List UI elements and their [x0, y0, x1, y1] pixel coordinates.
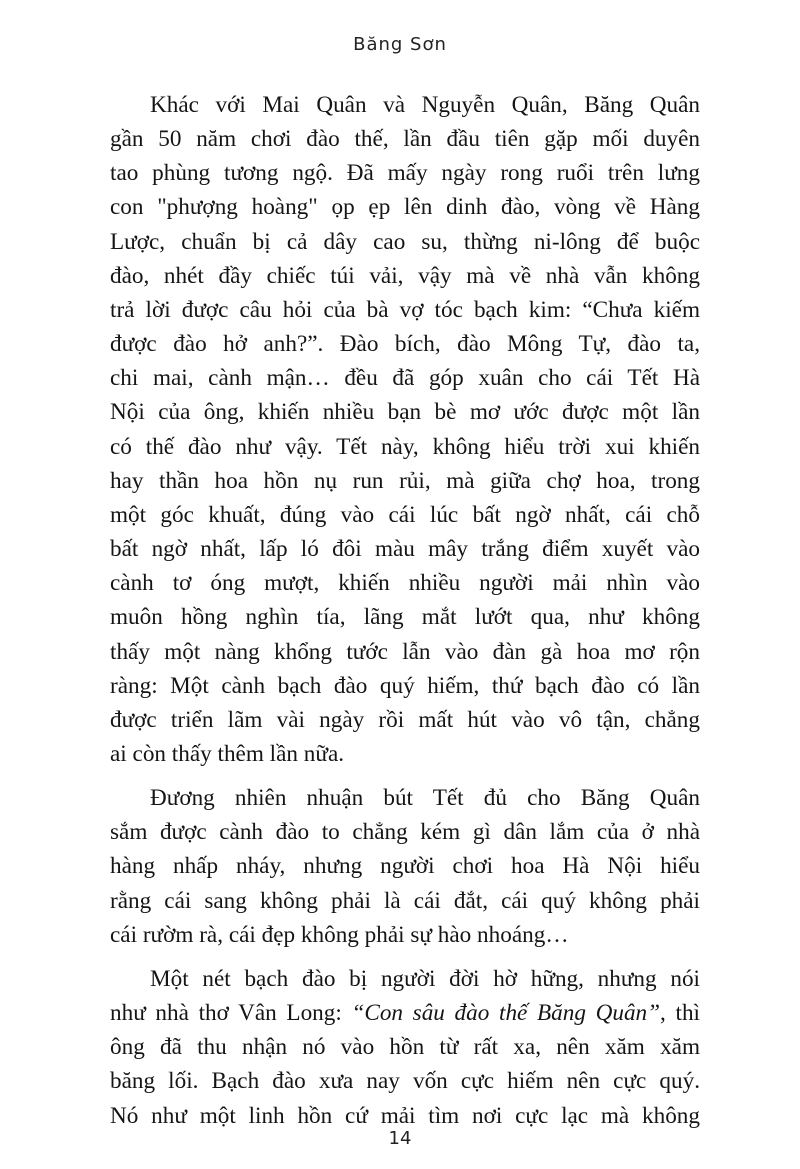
text-line: Nội của ông, khiến nhiều bạn bè mơ ước được một lần [110, 399, 700, 426]
text-line: chi mai, cành mận… đều đã góp xuân cho cái Tết Hà [110, 365, 700, 392]
text-line: con "phượng hoàng" ọp ẹp lên dinh đào, vòng về Hàng [110, 194, 700, 221]
text-line: hàng nhấp nháy, nhưng người chơi hoa Hà Nội hiểu [110, 853, 700, 880]
text-line: được đào hở anh?”. Đào bích, đào Mông Tự, đào ta, [110, 331, 700, 358]
text-line: tao phùng tương ngộ. Đã mấy ngày rong ruổi trên lưng [110, 160, 700, 187]
poem-quote: “Con sâu đào thế Băng Quân” [351, 1000, 661, 1027]
text-line: đào, nhét đầy chiếc túi vải, vậy mà về nhà vẫn không [110, 262, 700, 289]
text-line: băng lối. Bạch đào xưa nay vốn cực hiếm nên cực quý. [110, 1068, 700, 1095]
quote-suffix: , thì [660, 1000, 700, 1027]
text-line: hay thần hoa hồn nụ run rủi, mà giữa chợ hoa, trong [110, 467, 700, 494]
quote-prefix: như nhà thơ Vân Long: [110, 1000, 352, 1027]
text-line: cái rườm rà, cái đẹp không phải sự hào nhoáng… [110, 921, 569, 948]
text-line: Đương nhiên nhuận bút Tết đủ cho Băng Quân [150, 785, 700, 812]
text-line: Khác với Mai Quân và Nguyễn Quân, Băng Quân [150, 92, 700, 118]
text-line: Một nét bạch đào bị người đời hờ hững, nhưng nói [150, 965, 700, 992]
body-text [110, 88, 700, 1143]
text-line: trả lời được câu hỏi của bà vợ tóc bạch kim: “Chưa kiếm [110, 296, 700, 323]
text-line: một góc khuất, đúng vào cái lúc bất ngờ nhất, cái chỗ [110, 501, 700, 528]
text-line: Nó như một linh hồn cứ mải tìm nơi cực lạc mà không [110, 1102, 700, 1129]
text-line: Lược, chuẩn bị cả dây cao su, thừng ni-lông để buộc [110, 228, 700, 255]
text-line: cành tơ óng mượt, khiến nhiều người mải nhìn vào [110, 570, 700, 597]
text-line: có thế đào như vậy. Tết này, không hiểu trời xui khiến [110, 433, 700, 460]
paragraph-1 [110, 88, 700, 771]
page-number: 14 [388, 1128, 412, 1149]
text-line: bất ngờ nhất, lấp ló đôi màu mây trắng điểm xuyết vào [110, 536, 700, 563]
text-line: gần 50 năm chơi đào thế, lần đầu tiên gặp mối duyên [110, 126, 700, 153]
text-line-with-quote [110, 996, 700, 1030]
paragraph-2 [110, 781, 700, 952]
text-line: muôn hồng nghìn tía, lãng mắt lướt qua, như không [110, 604, 700, 631]
text-line: ông đã thu nhận nó vào hồn từ rất xa, nên xăm xăm [110, 1034, 700, 1061]
text-line: ràng: Một cành bạch đào quý hiếm, thứ bạch đào có lần [110, 672, 700, 699]
text-line: ai còn thấy thêm lần nữa. [110, 740, 345, 767]
text-line: rằng cái sang không phải là cái đắt, cái quý không phải [110, 887, 700, 914]
text-line: thấy một nàng khổng tước lẫn vào đàn gà hoa mơ rộn [110, 638, 700, 665]
running-header-title: Băng Sơn [353, 34, 447, 55]
text-line: sắm được cành đào to chẳng kém gì dân lắm của ở nhà [110, 819, 700, 846]
paragraph-3 [110, 962, 700, 1133]
text-line: được triển lãm vài ngày rồi mất hút vào vô tận, chẳng [110, 706, 700, 733]
